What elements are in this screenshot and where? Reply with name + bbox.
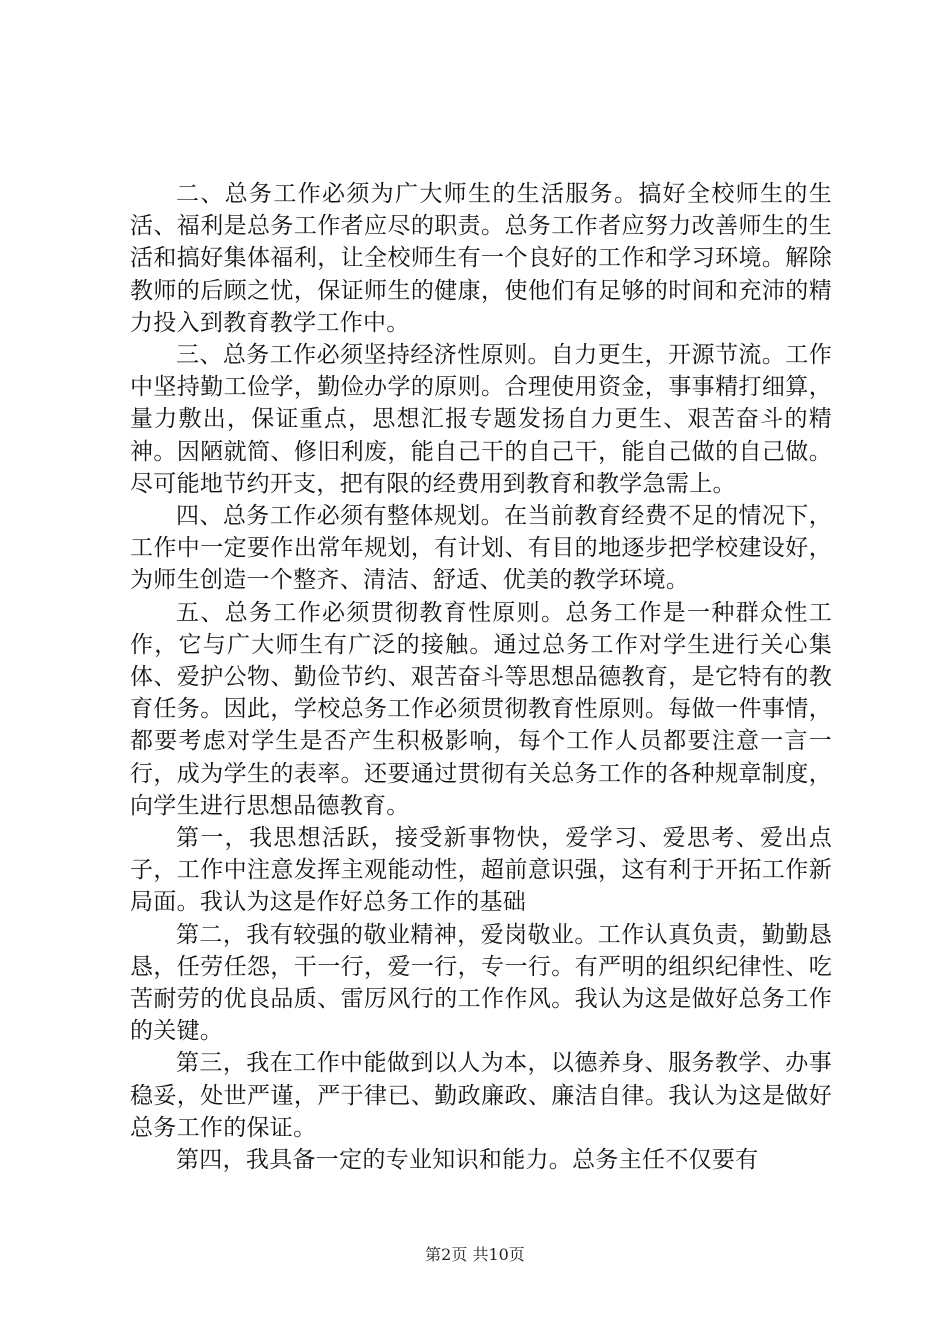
page-footer: 第2页 共10页 — [425, 1245, 525, 1264]
paragraph-third-point: 第三，我在工作中能做到以人为本，以德养身、服务教学、办事稳妥，处世严谨，严于律已、勤政廉政、廉洁自律。我认为这是做好总务工作的保证。 — [130, 1050, 832, 1141]
paragraph-first-point: 第一，我思想活跃，接受新事物快，爱学习、爱思考、爱出点子，工作中注意发挥主观能动性，超前意识强，这有利于开拓工作新局面。我认为这是作好总务工作的基础 — [130, 825, 832, 916]
paragraph-3: 三、总务工作必须坚持经济性原则。自力更生，开源节流。工作中坚持勤工俭学，勤俭办学的原则。合理使用资金，事事精打细算，量力敷出，保证重点，思想汇报专题发扬自力更生、艰苦奋斗的精神。因陋就简、修旧利废，能自己干的自己干，能自己做的自己做。尽可能地节约开支，把有限的经费用到教育和教学急需上。 — [130, 342, 832, 497]
paragraph-2: 二、总务工作必须为广大师生的生活服务。搞好全校师生的生活、福利是总务工作者应尽的职责。总务工作者应努力改善师生的生活和搞好集体福利，让全校师生有一个良好的工作和学习环境。解除教师的后顾之忧，保证师生的健康，使他们有足够的时间和充沛的精力投入到教育教学工作中。 — [130, 181, 832, 336]
paragraph-second-point: 第二，我有较强的敬业精神，爱岗敬业。工作认真负责，勤勤恳恳，任劳任怨，干一行，爱一行，专一行。有严明的组织纪律性、吃苦耐劳的优良品质、雷厉风行的工作作风。我认为这是做好总务工作的关键。 — [130, 921, 832, 1045]
paragraph-4: 四、总务工作必须有整体规划。在当前教育经费不足的情况下，工作中一定要作出常年规划，有计划、有目的地逐步把学校建设好，为师生创造一个整齐、清洁、舒适、优美的教学环境。 — [130, 503, 832, 594]
paragraph-5: 五、总务工作必须贯彻教育性原则。总务工作是一种群众性工作，它与广大师生有广泛的接触。通过总务工作对学生进行关心集体、爱护公物、勤俭节约、艰苦奋斗等思想品德教育，是它特有的教育任务。因此，学校总务工作必须贯彻教育性原则。每做一件事情，都要考虑对学生是否产生积极影响，每个工作人员都要注意一言一行，成为学生的表率。还要通过贯彻有关总务工作的各种规章制度，向学生进行思想品德教育。 — [130, 599, 832, 819]
document-body — [130, 178, 832, 1176]
paragraph-fourth-point: 第四，我具备一定的专业知识和能力。总务主任不仅要有 — [176, 1147, 759, 1174]
